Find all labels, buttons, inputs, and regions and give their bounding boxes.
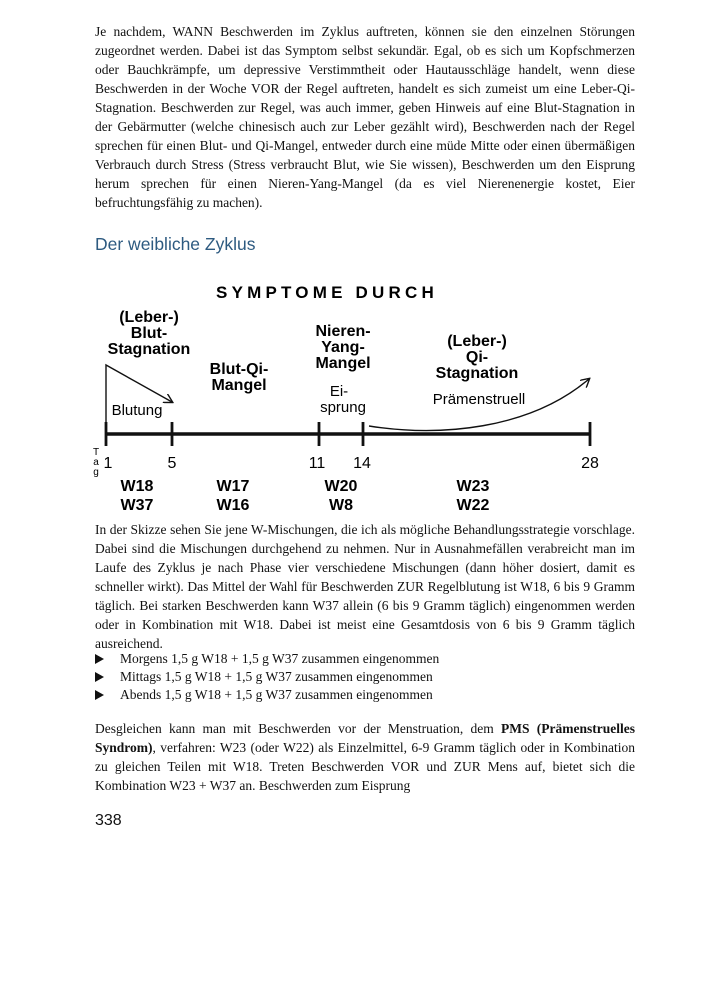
day-label-14: 14 (353, 455, 371, 472)
list-item-text: Mittags 1,5 g W18 + 1,5 g W37 zusammen eingenommen (120, 669, 433, 684)
phase-blood-qi-deficiency-line-1: Blut-Qi- (209, 361, 269, 378)
remedy-ovulation-line-2: W8 (329, 497, 353, 514)
phase-blood-stagnation-line-3: Stagnation (107, 341, 191, 358)
phase-blood-qi-deficiency-line-2: Mangel (211, 377, 267, 394)
ovulation-label-line-1: Ei- (329, 383, 349, 400)
bullet-triangle-icon (95, 690, 104, 700)
list-item (95, 650, 439, 668)
day-label-11: 11 (308, 455, 326, 472)
remedy-post-menstruation-line-1: W17 (216, 478, 250, 495)
dosage-list (95, 650, 439, 704)
phase-qi-stagnation (436, 333, 519, 382)
day-label-28: 28 (581, 455, 599, 472)
bullet-triangle-icon (95, 654, 104, 664)
bleeding-label: Blutung (111, 402, 163, 419)
day-label-1: 1 (103, 455, 113, 472)
remedy-ovulation-line-1: W20 (324, 478, 358, 495)
third-paragraph-text-start: Desgleichen kann man mit Beschwerden vor der Menstruation, dem (95, 721, 502, 736)
third-paragraph (95, 719, 635, 795)
list-item (95, 668, 439, 686)
phase-kidney-yang-deficiency (315, 323, 370, 372)
list-item-text: Abends 1,5 g W18 + 1,5 g W37 zusammen eingenommen (120, 687, 433, 702)
remedy-menstruation-line-2: W37 (120, 497, 154, 514)
list-item-text: Morgens 1,5 g W18 + 1,5 g W37 zusammen eingenommen (120, 651, 440, 666)
second-paragraph: In der Skizze sehen Sie jene W-Mischungen, die ich als mögliche Behandlungsstrategie vorschlage. Dabei sind die Mischungen durchgehend zu nehmen. Nur in Ausnahmefällen verabreicht man im Laufe des Zyklus je nach Phase vier verschiedene Mischungen (dann höher dosiert, damit es schneller wirkt). Das Mittel der Wahl für Beschwerden ZUR Regelblutung ist W18, 6 bis 9 Gramm täglich. Bei starken Beschwerden kann W37 allein (6 bis 9 Gramm täglich) eingenommen werden oder in Kombination mit W18. Dabei ist meist eine Gesamtdosis von 6 bis 9 Gramm täglich ausreichend. (95, 522, 635, 651)
bullet-triangle-icon (95, 672, 104, 682)
cycle-diagram (89, 262, 609, 522)
intro-paragraph: Je nachdem, WANN Beschwerden im Zyklus auftreten, können sie den einzelnen Störungen zugeordnet werden. Dabei ist das Symptom selbst sekundär. Egal, ob es sich um Kopfschmerzen oder Bauchkrämpfe, um depressive Verstimmtheit oder Hautausschläge handelt, wenn diese Beschwerden in der Woche VOR der Regel auftreten, handelt es sich zumeist um eine Leber-Qi-Stagnation. Beschwerden zur Regel, was auch immer, geben Hinweis auf eine Blut-Stagnation in der Gebärmutter (welche chinesisch auch zur Leber gezählt wird), Beschwerden nach der Regel sprechen für einen Blut- und Qi-Mangel, entweder durch eine müde Mitte oder einen übermäßigen Verbrauch durch Stress (Stress verbraucht Blut, wie Sie wissen), Beschwerden um den Eisprung herum sprechen für einen Nieren-Yang-Mangel (da es viel Nierenenergie kostet, Eier befruchtungsfähig zu machen). (95, 24, 635, 210)
phase-blood-stagnation-line-2: Blut- (130, 325, 168, 342)
phase-qi-stagnation-line-1: (Leber-) (447, 333, 507, 350)
remedy-post-menstruation (217, 478, 250, 514)
remedy-premenstrual (457, 478, 490, 514)
remedy-premenstrual-line-2: W22 (456, 497, 490, 514)
day-label-5: 5 (167, 455, 177, 472)
day-axis-label-letter-2: a (93, 457, 99, 468)
phase-blood-stagnation-line-1: (Leber-) (119, 309, 179, 326)
remedy-menstruation-line-1: W18 (120, 478, 154, 495)
day-axis-label-letter-1: T (92, 447, 100, 458)
day-axis-label-letter-3: g (93, 467, 99, 478)
ovulation-label-line-2: sprung (320, 399, 366, 416)
pms-term: PMS (Prämenstruelles Syndrom) (95, 721, 635, 755)
phase-blood-qi-deficiency (210, 361, 269, 394)
list-item (95, 686, 439, 704)
remedy-post-menstruation-line-2: W16 (216, 497, 250, 514)
page-number: 338 (95, 812, 122, 829)
remedy-ovulation (325, 478, 358, 514)
remedy-premenstrual-line-1: W23 (456, 478, 490, 495)
day-axis-label (93, 447, 99, 478)
phase-qi-stagnation-line-2: Qi- (465, 349, 489, 366)
diagram-title: SYMPTOME DURCH (216, 283, 438, 302)
phase-kidney-yang-deficiency-line-3: Mangel (315, 355, 371, 372)
phase-qi-stagnation-line-3: Stagnation (435, 365, 519, 382)
phase-kidney-yang-deficiency-line-1: Nieren- (315, 323, 371, 340)
bleeding-arrow (106, 365, 172, 432)
section-heading: Der weibliche Zyklus (95, 234, 256, 254)
phase-blood-stagnation (108, 309, 191, 358)
third-paragraph-text-end: , verfahren: W23 (oder W22) als Einzelmittel, 6-9 Gramm täglich oder in Kombination zu gleichen Teilen mit W18. Treten Beschwerden VOR und ZUR Mens auf, bietet sich die Kombination W23 + W37 an. Beschwerden zum Eisprung (95, 740, 635, 793)
premenstrual-label: Prämenstruell (432, 391, 526, 408)
phase-kidney-yang-deficiency-line-2: Yang- (321, 339, 365, 356)
remedy-menstruation (121, 478, 154, 514)
